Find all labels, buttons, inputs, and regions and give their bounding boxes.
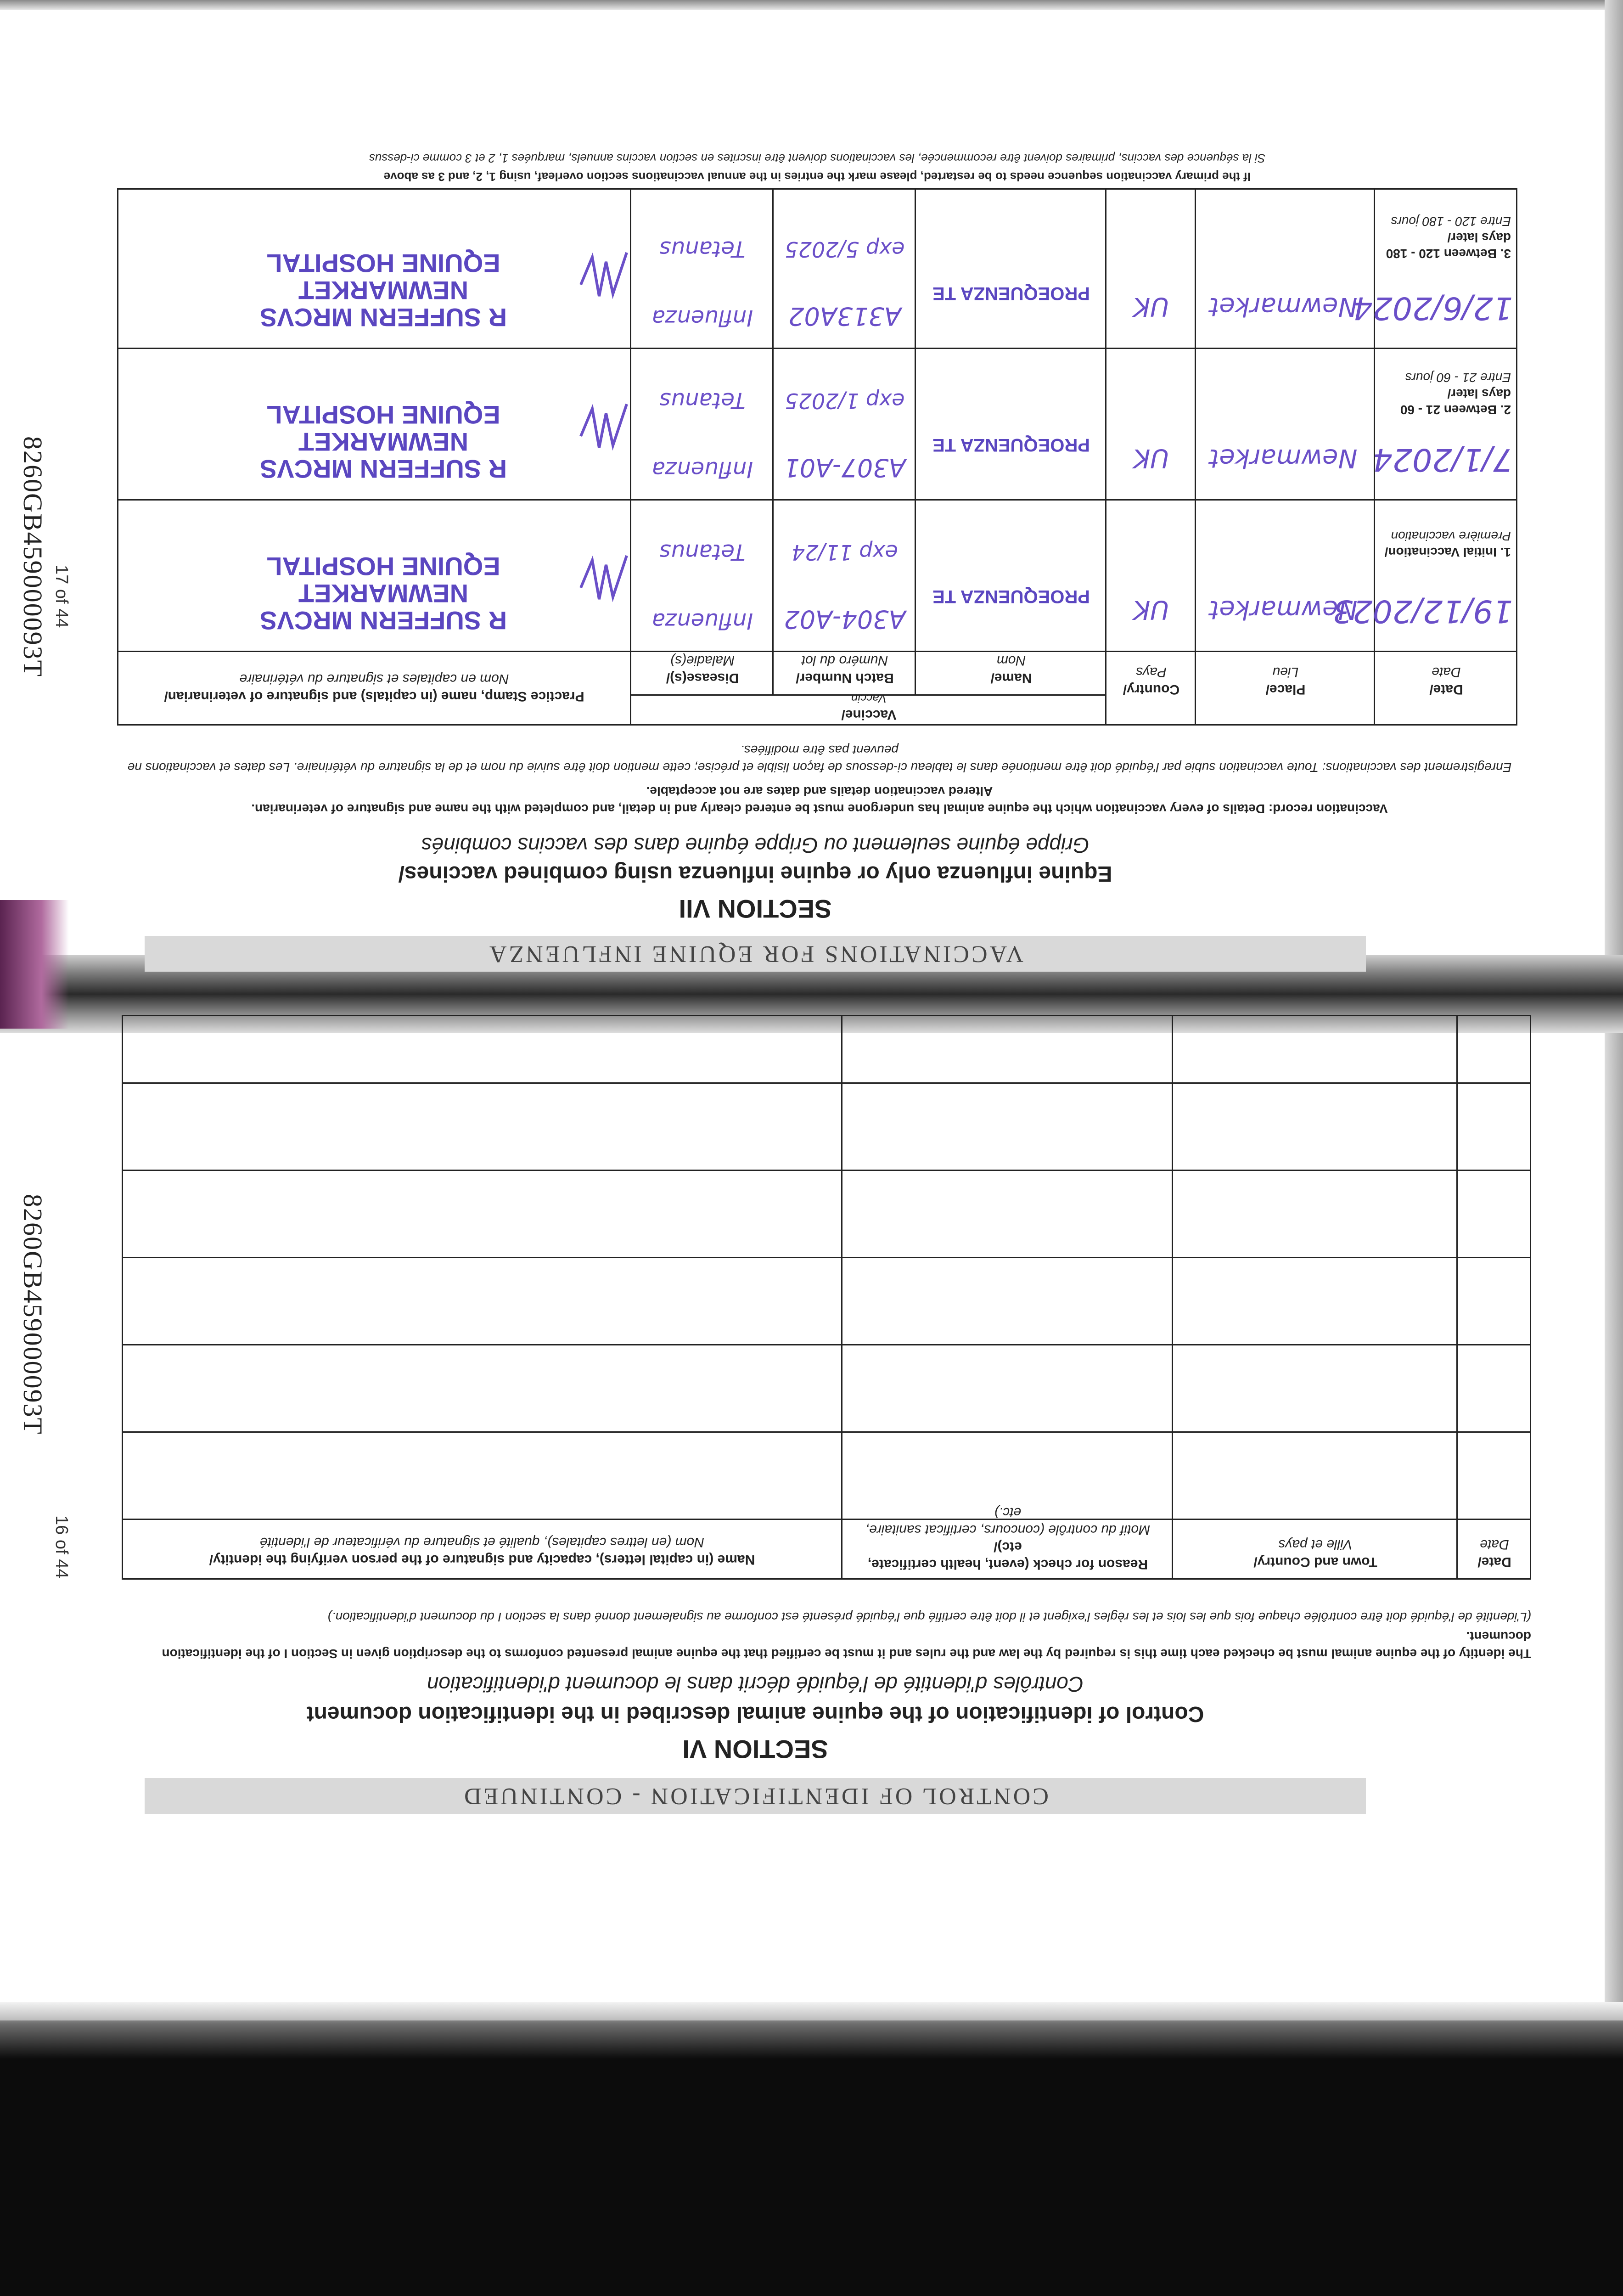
section-vii-intro-en: Vaccination record: Details of every vaccination which the equine animal has undergone must be entered clearly and in detail, and completed with the name and signature of veterinarian. Altered vaccination details and dates are not acceptable. bbox=[251, 784, 1388, 816]
disease-influenza: Influenza bbox=[651, 456, 753, 482]
section-vii-intro-fr: Enregistrement des vaccinations: Toute vaccination subie par l'équidé doit être mentionée dans le tableau ci-dessous de façon lisible et précise; cette mention doit être suivie du nom et de la signature du vétérinaire. Les dates et vaccinations ne peuvent pas être modifiées. bbox=[127, 743, 1512, 775]
vaccine-name-stamp: PROEQUENZA TE bbox=[932, 586, 1090, 607]
vaccine-name-stamp: PROEQUENZA TE bbox=[932, 283, 1090, 304]
vet-signature bbox=[576, 551, 631, 606]
identity-table-row bbox=[122, 1431, 1531, 1433]
footnote-fr: Si la séquence des vaccins, primaires doivent être recommencée, les vaccinations doivent être inscrites en section vaccins annuels, marquées 1, 2 et 3 comme ci-dessus bbox=[369, 152, 1266, 165]
identity-table-row bbox=[122, 1170, 1531, 1171]
vaccine-name-stamp: PROEQUENZA TE bbox=[932, 435, 1090, 455]
identity-table-col-2 bbox=[1172, 1015, 1173, 1580]
page-17 bbox=[0, 0, 1623, 967]
section-vi-title-fr: Contrôles d'identité de l'équidé décrit dans le document d'identification bbox=[427, 1672, 1084, 1696]
disease-influenza: Influenza bbox=[651, 305, 753, 331]
disease-influenza: Influenza bbox=[651, 608, 753, 634]
page-number-16: 16 of 44 bbox=[52, 1515, 71, 1579]
identity-table-row bbox=[122, 1082, 1531, 1084]
row-label: 3. Between 120 - 180 days later/ Entre 120 - 180 jours bbox=[1386, 214, 1511, 261]
batch-number: A313A02 bbox=[788, 302, 901, 331]
section-vi-intro-en: The identity of the equine animal must be checked each time this is required by the law and the rules and it must be certified that the equine animal presented conforms to the description given in Section I of the identification document. bbox=[162, 1629, 1531, 1661]
identity-table-header-line bbox=[122, 1519, 1531, 1520]
vet-practice-stamp: R SUFFERN MRCVS NEWMARKET EQUINE HOSPITAL bbox=[259, 249, 507, 332]
passport-number-p16: 8260GB459000093T bbox=[18, 1194, 48, 1435]
identity-table-col-1 bbox=[1456, 1015, 1458, 1580]
disease-tetanus: Tetanus bbox=[659, 539, 746, 565]
row-label: 2. Between 21 - 60 days later/ Entre 21 - 60 jours bbox=[1400, 371, 1511, 417]
vaccination-row-1 bbox=[117, 501, 1517, 652]
identity-table-col-3 bbox=[841, 1015, 842, 1580]
vacc-header-name: Name/ Nom bbox=[990, 653, 1032, 686]
passport-number-p17: 8260GB459000093T bbox=[18, 436, 48, 677]
vaccination-row-3 bbox=[117, 188, 1517, 349]
footnote-en: If the primary vaccination sequence needs to be restarted, please mark the entries in the annual vaccinations section overleaf, using 1, 2, and 3 as above bbox=[383, 170, 1251, 184]
vacc-header-vet: Practice Stamp, name (in capitals) and signature of veterinarian/ Nom en capitales et signature du vétérinaire bbox=[164, 671, 584, 704]
batch-expiry: exp 11/24 bbox=[792, 540, 898, 565]
section-vi-intro-fr: (L'identité de l'équidé doit être contrôlée chaque fois que les lois et les règles l'exigent et il doit être certifié que l'équidé présenté est conforme au signalement donné dans la section I du document d'identification.) bbox=[327, 1610, 1531, 1624]
col-header-town: Town and Country/ Ville et pays bbox=[1253, 1537, 1377, 1570]
vet-practice-stamp: R SUFFERN MRCVS NEWMARKET EQUINE HOSPITAL bbox=[259, 400, 507, 484]
section-vi-heading: SECTION VI bbox=[682, 1735, 828, 1764]
vaccination-place: Newmarket bbox=[1209, 292, 1358, 321]
identity-table-row bbox=[122, 1344, 1531, 1345]
vet-practice-stamp: R SUFFERN MRCVS NEWMARKET EQUINE HOSPITAL bbox=[259, 552, 507, 635]
col-header-name: Name (in capital letters), capacity and signature of the person verifying the identity/ Nom (en lettres capitales), qualité et signature du vérificateur de l'identité bbox=[209, 1535, 755, 1567]
vet-signature bbox=[576, 248, 631, 303]
identity-table-row bbox=[122, 1257, 1531, 1258]
vacc-header-vaccine: Vaccine/ Vaccin bbox=[841, 692, 897, 722]
vet-signature bbox=[576, 400, 631, 455]
vaccination-country: UK bbox=[1133, 443, 1169, 473]
vacc-header-diseases: Disease(s)/ Maladie(s) bbox=[666, 653, 739, 686]
vacc-header-country: Country/ Pays bbox=[1123, 664, 1180, 697]
vacc-header-batch: Batch Number/ Numéro du lot bbox=[796, 653, 894, 686]
col-header-date: Date/ Date bbox=[1477, 1537, 1511, 1570]
identity-check-table bbox=[122, 1015, 1531, 1580]
disease-tetanus: Tetanus bbox=[659, 236, 746, 262]
row-label: 1. Initial Vaccination/ Première vaccination bbox=[1384, 529, 1511, 559]
vaccination-place: Newmarket bbox=[1209, 595, 1358, 625]
banner-section-vii: VACCINATIONS FOR EQUINE INFLUENZA bbox=[145, 936, 1366, 972]
section-vii-title-fr: Grippe équine seulement ou Grippe équine dans des vaccins combinés bbox=[421, 833, 1089, 857]
vaccination-date: 19/12/2023 bbox=[1333, 593, 1513, 629]
col-header-reason: Reason for check (event, health certificate, etc)/ Motif du contrôle (concours, certificat sanitaire, etc.) bbox=[865, 1505, 1151, 1572]
section-vii-heading: SECTION VII bbox=[679, 895, 832, 923]
page-number-17: 17 of 44 bbox=[52, 565, 71, 628]
vacc-header-date: Date/ Date bbox=[1429, 664, 1463, 697]
batch-expiry: exp 1/2025 bbox=[785, 388, 905, 413]
disease-tetanus: Tetanus bbox=[659, 388, 746, 413]
batch-expiry: exp 5/2025 bbox=[785, 237, 905, 262]
banner-section-vi: CONTROL OF IDENTIFICATION - CONTINUED bbox=[145, 1778, 1366, 1814]
vaccination-country: UK bbox=[1133, 595, 1169, 625]
section-vi-title-en: Control of identification of the equine animal described in the identification document bbox=[306, 1702, 1204, 1726]
batch-number: A307-A01 bbox=[784, 453, 906, 482]
batch-number: A304-A02 bbox=[784, 605, 906, 634]
vacc-header-place: Place/ Lieu bbox=[1265, 664, 1306, 697]
vaccination-date: 12/6/2024 bbox=[1353, 290, 1513, 326]
section-vii-title-en: Equine influenza only or equine influenza using combined vaccines/ bbox=[398, 861, 1112, 886]
vaccination-row-2 bbox=[117, 349, 1517, 501]
vaccination-country: UK bbox=[1133, 292, 1169, 321]
page-16 bbox=[0, 964, 1623, 2296]
vaccination-place: Newmarket bbox=[1209, 443, 1358, 473]
vaccination-date: 7/1/2024 bbox=[1372, 441, 1513, 478]
